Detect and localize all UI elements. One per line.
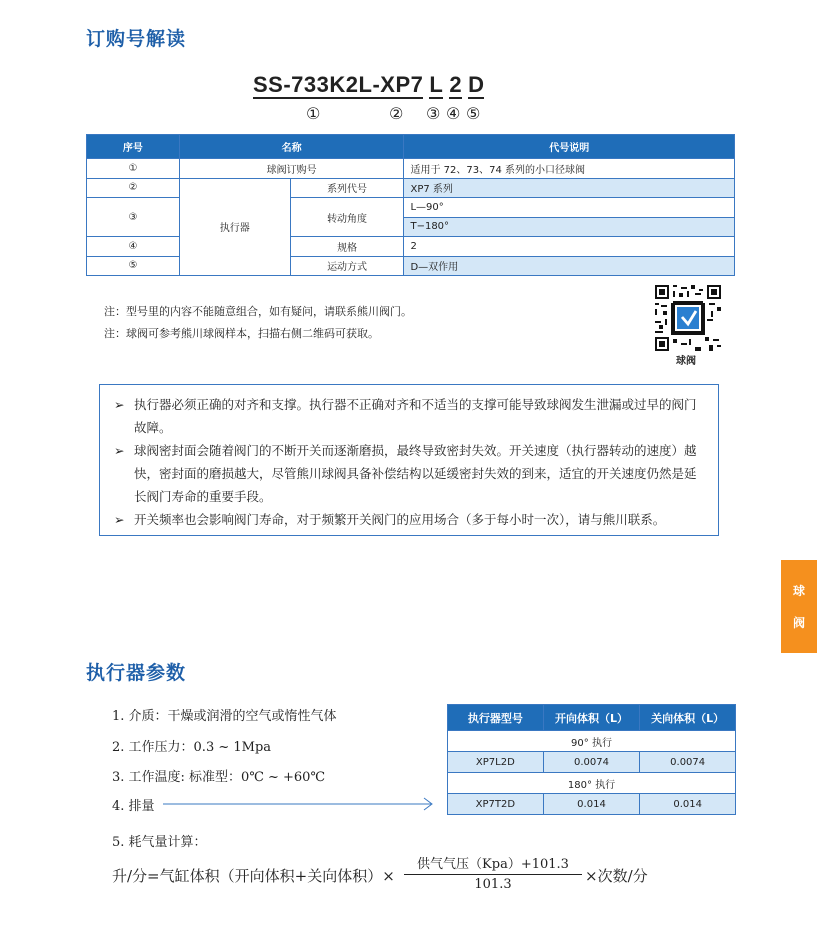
model-code <box>253 72 484 99</box>
header-close-volume: 关向体积（L） <box>640 705 736 731</box>
model-part-motion: D <box>468 72 485 97</box>
row-desc-2: T−180° <box>404 217 735 237</box>
cell-model: XP7L2D <box>448 752 544 773</box>
table-group-row <box>448 773 736 794</box>
param-pressure: 2. 工作压力：0.3 ~ 1Mpa <box>112 740 272 755</box>
header-name: 名称 <box>179 135 404 159</box>
warning-item <box>114 393 706 439</box>
param-air-consumption: 5. 耗气量计算： <box>112 835 207 850</box>
header-open-volume: 开向体积（L） <box>543 705 640 731</box>
table-group-row <box>448 731 736 752</box>
arrow-bullet-icon: ➢ <box>114 397 125 412</box>
qr-caption: 球阀 <box>676 356 696 367</box>
row-no: ⑤ <box>87 256 180 276</box>
model-number-2: ② <box>389 104 404 123</box>
row-no: ② <box>87 178 180 198</box>
row-sub: 运动方式 <box>290 256 404 276</box>
side-tab-char: 阀 <box>792 616 805 631</box>
formula-denominator: 101.3 <box>474 877 512 892</box>
warning-text: 执行器必须正确的对齐和支撑。执行器不正确对齐和不适当的支撑可能导致球阀发生泄漏或过早的阀门故障。 <box>134 397 697 435</box>
formula-numerator: 供气气压（Kpa）+101.3 <box>417 857 569 872</box>
cell-close: 0.014 <box>640 794 736 815</box>
row-sub: 转动角度 <box>290 198 404 237</box>
table-header-row <box>448 705 736 731</box>
row-desc: 适用于 72、73、74 系列的小口径球阀 <box>404 159 735 179</box>
warning-box <box>99 384 719 536</box>
group-label: 180° 执行 <box>448 773 736 794</box>
side-tab-ball-valve[interactable] <box>781 560 817 653</box>
model-number-3: ③ <box>426 104 441 123</box>
warning-item <box>114 439 706 508</box>
row-desc: XP7 系列 <box>404 178 735 198</box>
note-1: 注：型号里的内容不能随意组合，如有疑问，请联系熊川阀门。 <box>104 305 412 318</box>
model-part-angle: L <box>429 72 444 97</box>
cell-open: 0.0074 <box>543 752 640 773</box>
formula-left: 升/分=气缸体积（开向体积+关向体积）× <box>112 867 395 885</box>
model-part-series: XP7 <box>380 72 424 97</box>
warning-text: 球阀密封面会随着阀门的不断开关而逐渐磨损，最终导致密封失效。开关速度（执行器转动的速度）越快，密封面的磨损越大，尽管熊川球阀具备补偿结构以延缓密封失效的到来，适宜的开关速度仍然是延长阀门寿命的重要手段。 <box>134 443 697 504</box>
qr-code-icon[interactable] <box>655 285 721 351</box>
row-sub: 规格 <box>290 237 404 257</box>
model-part-size: 2 <box>449 72 463 97</box>
cell-open: 0.014 <box>543 794 640 815</box>
actuator-title: 执行器参数 <box>86 662 187 684</box>
row-name: 球阀订购号 <box>179 159 404 179</box>
formula-fraction <box>404 853 582 892</box>
row-desc: L—90° <box>404 198 735 218</box>
header-no: 序号 <box>87 135 180 159</box>
arrow-bullet-icon: ➢ <box>114 443 125 458</box>
order-code-table <box>86 134 735 276</box>
table-row <box>87 178 735 198</box>
arrow-bullet-icon: ➢ <box>114 512 125 527</box>
row-desc: 2 <box>404 237 735 257</box>
warning-text: 开关频率也会影响阀门寿命，对于频繁开关阀门的应用场合（多于每小时一次），请与熊川联系。 <box>134 512 666 527</box>
warning-item <box>114 508 706 531</box>
row-name-actuator: 执行器 <box>179 178 290 276</box>
formula-right: ×次数/分 <box>585 867 648 885</box>
param-displacement: 4. 排量 <box>112 799 155 814</box>
model-number-5: ⑤ <box>466 104 481 123</box>
row-no: ③ <box>87 198 180 237</box>
actuator-spec-table <box>447 704 736 815</box>
side-tab-char: 球 <box>792 583 805 598</box>
model-number-1: ① <box>306 104 321 123</box>
table-row <box>448 794 736 815</box>
model-part-base: SS-733K2L- <box>253 72 381 97</box>
row-desc: D—双作用 <box>404 256 735 276</box>
row-no: ① <box>87 159 180 179</box>
arrow-right-icon <box>163 797 435 811</box>
cell-close: 0.0074 <box>640 752 736 773</box>
header-desc: 代号说明 <box>404 135 735 159</box>
param-temperature: 3. 工作温度: 标准型：0℃ ~ +60℃ <box>112 770 325 785</box>
group-label: 90° 执行 <box>448 731 736 752</box>
table-header-row <box>87 135 735 159</box>
cell-model: XP7T2D <box>448 794 544 815</box>
table-row <box>87 159 735 179</box>
model-number-4: ④ <box>446 104 461 123</box>
note-2: 注：球阀可参考熊川球阀样本，扫描右侧二维码可获取。 <box>104 327 379 340</box>
header-model: 执行器型号 <box>448 705 544 731</box>
row-sub: 系列代号 <box>290 178 404 198</box>
ordering-title: 订购号解读 <box>86 28 187 50</box>
table-row <box>448 752 736 773</box>
param-medium: 1. 介质：干燥或润滑的空气或惰性气体 <box>112 709 337 724</box>
row-no: ④ <box>87 237 180 257</box>
